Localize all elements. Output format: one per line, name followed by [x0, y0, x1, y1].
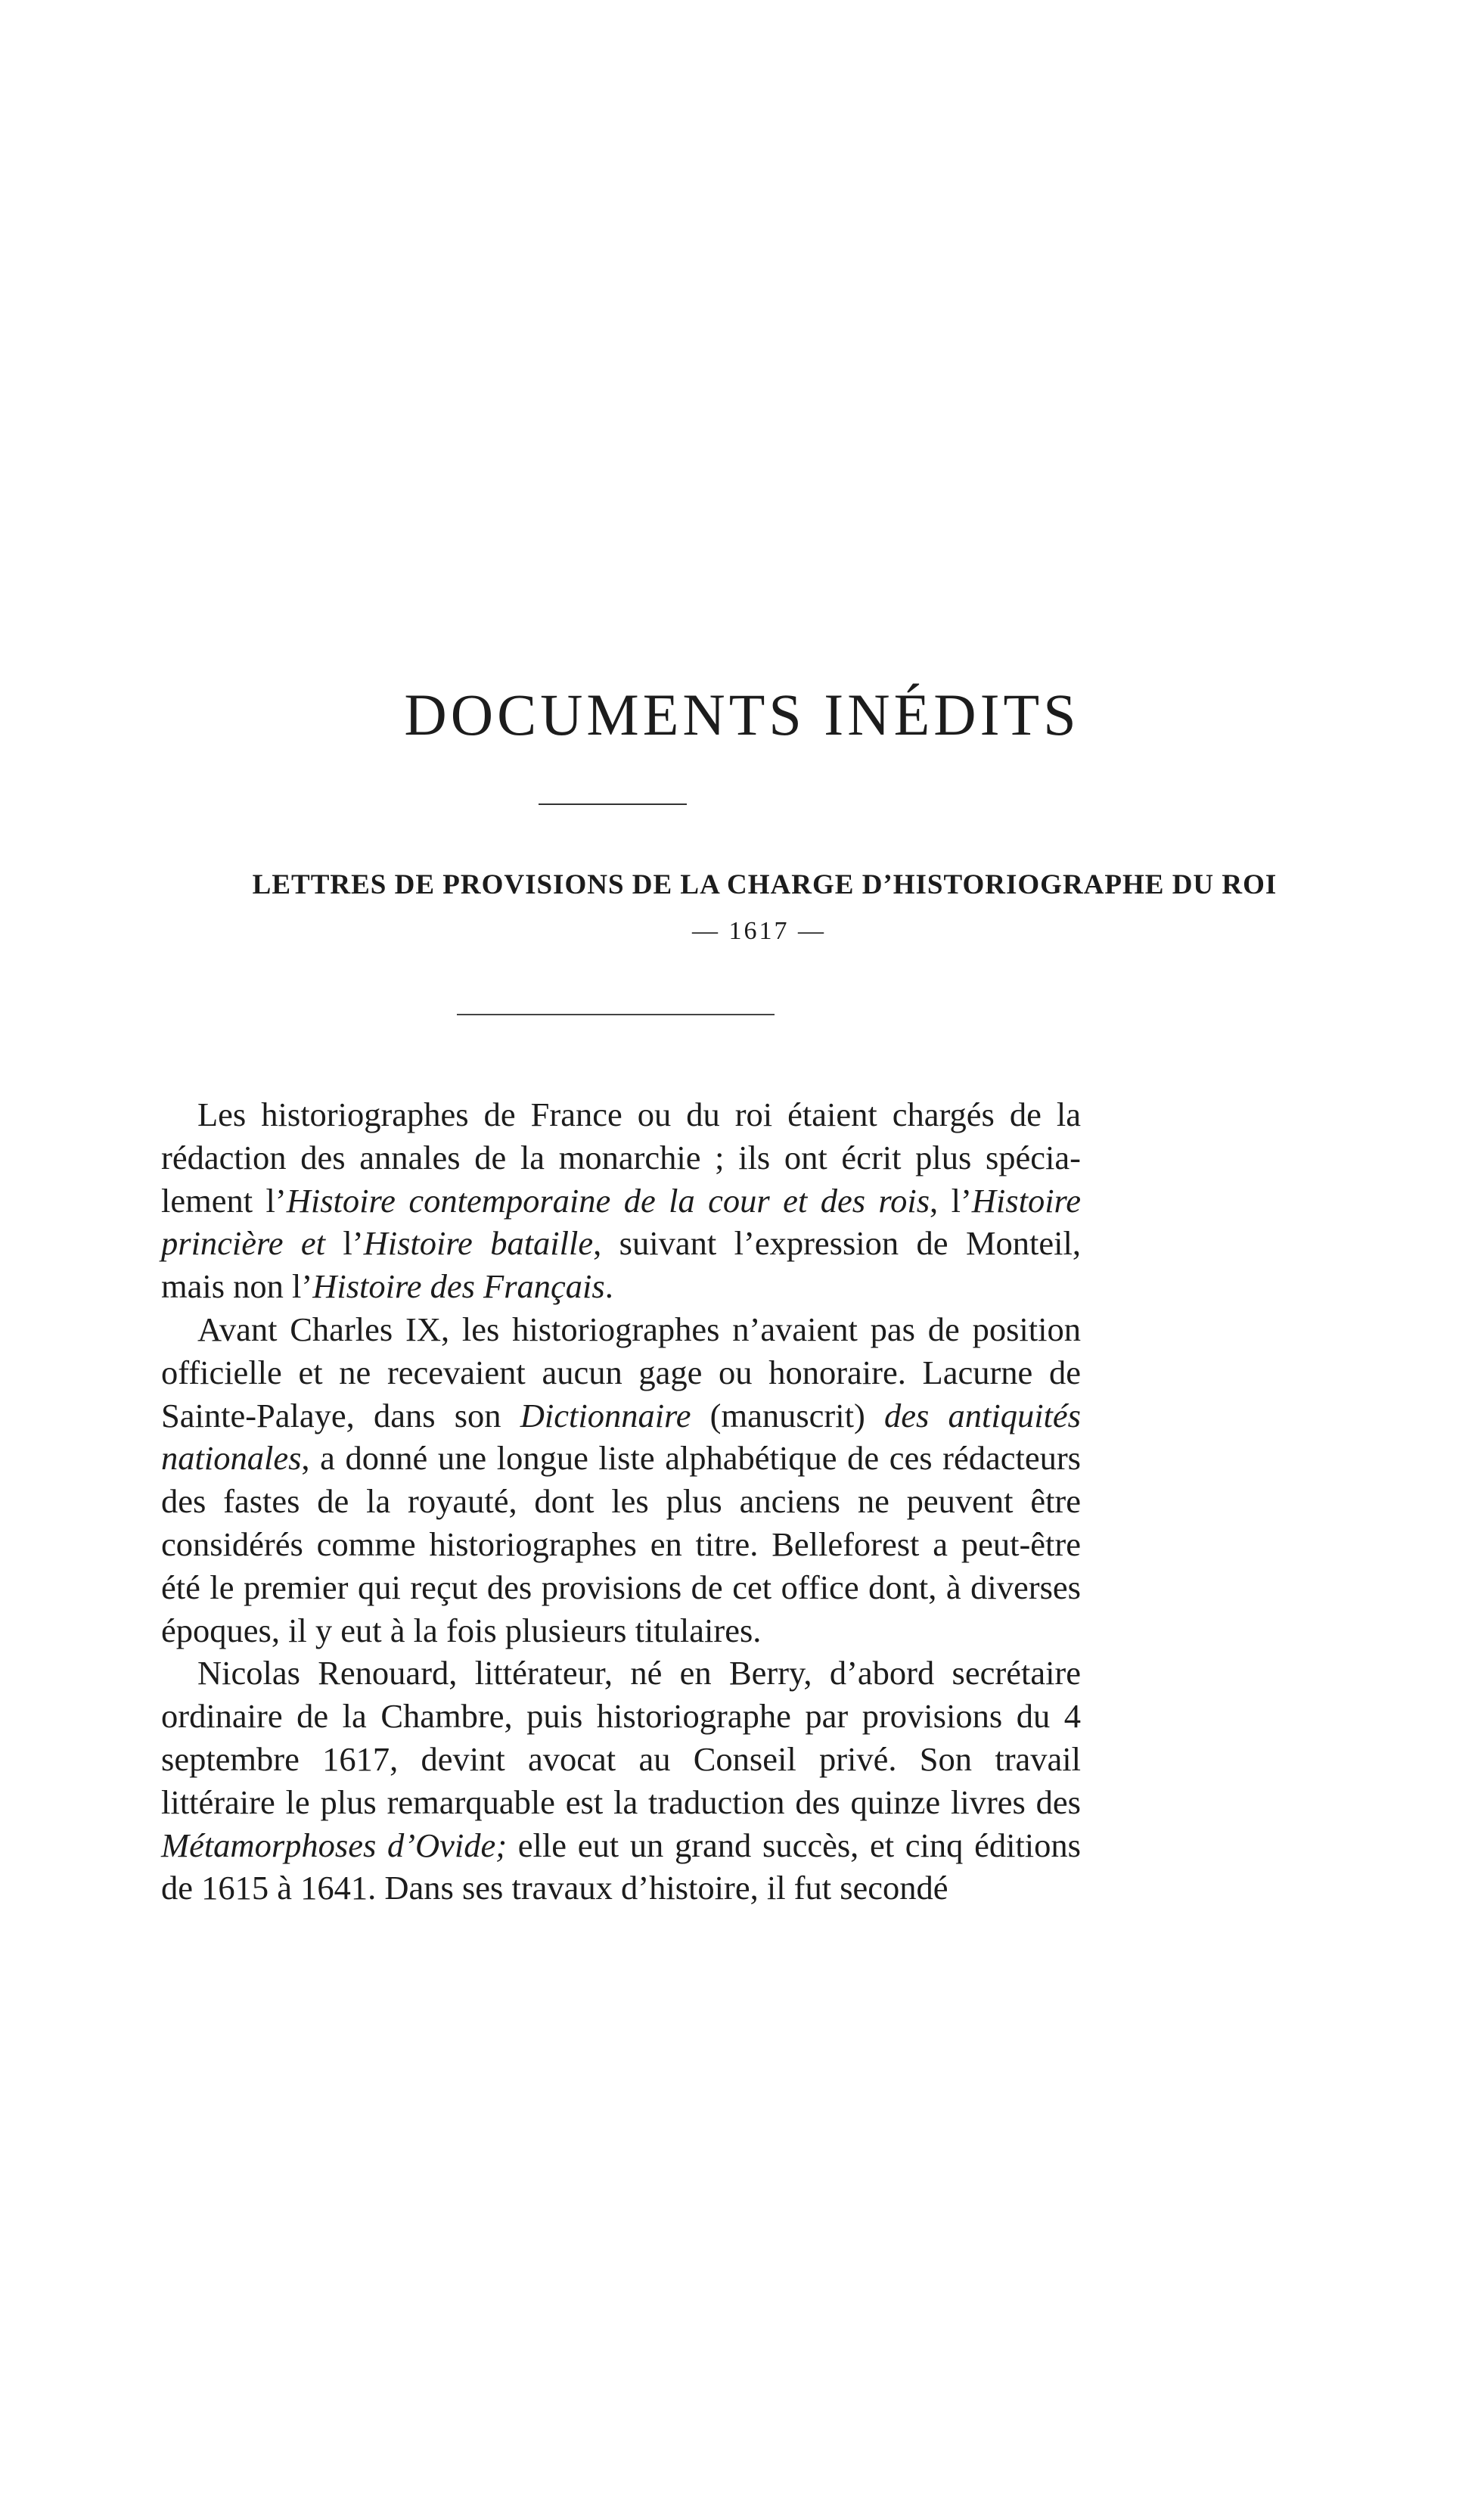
text-segment: Avant Charles IX, les historiographes n’avaient pas de position officielle et ne recevaient aucun gage ou honoraire. Lacurne de Sainte-Palaye, dans son: [161, 1310, 1081, 1434]
text-segment: Dictionnaire: [520, 1396, 691, 1434]
text-segment: elle eut un grand succès, et cinq éditions de 1615 à 1641. Dans ses travaux d’histoire, il fut secondé: [161, 1826, 1081, 1907]
text-segment: Les historiographes de France ou du roi étaient chargés de la rédaction des annales de la monarchie ; ils ont écrit plus spécialement l’: [161, 1096, 1081, 1220]
title-divider: [539, 803, 687, 805]
text-segment: des antiquités nationales: [161, 1396, 1081, 1478]
text-segment: Histoire princière et: [161, 1181, 1081, 1263]
paragraph: [161, 1093, 1081, 1308]
main-title: DOCUMENTS INÉDITS: [404, 682, 1080, 747]
text-segment: (manuscrit): [691, 1396, 884, 1434]
text-segment: , a donné une longue liste alphabétique de ces rédacteurs des fastes de la royauté, dont les plus anciens ne peuvent être considérés comme historiographes en titre. Belleforest a peut-être été le premier qui reçut des provisions de cet office dont, à diverses époques, il y eut à la fois plusieurs titulaires.: [161, 1439, 1081, 1649]
subtitle: LETTRES DE PROVISIONS DE LA CHARGE D’HISTORIOGRAPHE DU ROI: [252, 869, 1278, 900]
paragraph: [161, 1308, 1081, 1652]
text-segment: , suivant l’expression de Monteil, mais non l’: [161, 1224, 1081, 1306]
body-text: [161, 1093, 1081, 1910]
text-segment: Métamorphoses d’Ovide;: [161, 1826, 508, 1864]
text-segment: , l’: [930, 1181, 972, 1220]
text-segment: Histoire contemporaine de la cour et des rois: [286, 1181, 930, 1220]
text-segment: Histoire bataille: [363, 1224, 594, 1263]
text-segment: l’: [324, 1224, 364, 1263]
year-line: — 1617 —: [692, 917, 826, 945]
section-divider: [457, 1014, 775, 1015]
text-segment: Histoire des Français: [312, 1267, 605, 1306]
text-segment: .: [604, 1267, 613, 1306]
paragraph: [161, 1652, 1081, 1910]
text-segment: Nicolas Renouard, littérateur, né en Berry, d’abord secrétaire ordinaire de la Chambre, puis historiographe par provisions du 4 septembre 1617, devint avocat au Conseil privé. Son travail littéraire le plus remarquable est la traduction des quinze livres des: [161, 1654, 1081, 1821]
